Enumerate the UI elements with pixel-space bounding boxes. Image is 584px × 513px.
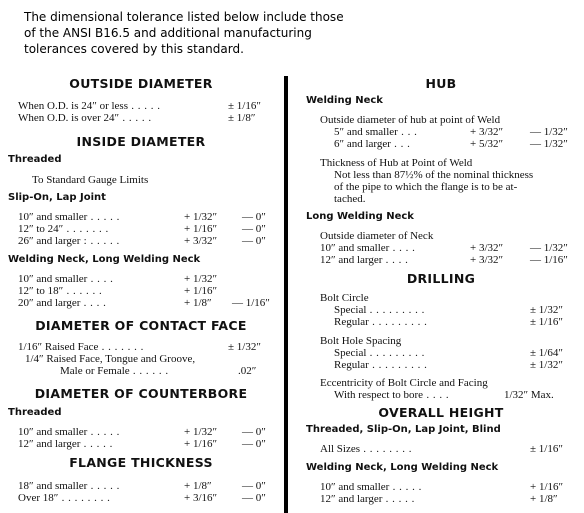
eccentricity-title: Eccentricity of Bolt Circle and Facing xyxy=(320,377,488,389)
tolerance-minus: — 0″ xyxy=(242,426,266,438)
tolerance-minus: — 0″ xyxy=(242,235,266,247)
spec-label: 10″ and smaller xyxy=(18,211,88,223)
counterbore-heading: DIAMETER OF COUNTERBORE xyxy=(34,386,248,401)
spec-row xyxy=(18,211,274,223)
spec-label: With respect to bore xyxy=(334,389,424,401)
spec-row xyxy=(334,359,576,371)
welding-neck-subheading: Welding Neck xyxy=(306,95,383,106)
tolerance-plus: + 1/32″ xyxy=(184,426,218,438)
leader-dots: . . . . . . . . . xyxy=(366,304,425,316)
spec-label: 5″ and smaller xyxy=(334,126,398,138)
spec-label: 18″ and smaller xyxy=(18,480,88,492)
spec-row xyxy=(334,138,576,150)
tolerance-value: ± 1/32″ xyxy=(530,304,563,316)
tolerance-plus: + 3/32″ xyxy=(470,126,504,138)
leader-dots: . . . . . . . . . xyxy=(368,359,428,371)
spec-label: Regular xyxy=(334,316,369,328)
spec-label: 12″ and larger xyxy=(320,254,383,266)
tolerance-value: ± 1/32″ xyxy=(228,341,261,353)
hub-thickness-text: Not less than 87½% of the nominal thickness xyxy=(334,169,534,181)
tolerance-value: + 1/8″ xyxy=(530,493,558,505)
threaded-subheading: Threaded xyxy=(8,407,62,418)
spec-row xyxy=(18,112,274,124)
hub-thickness-text: tached. xyxy=(334,193,366,205)
spec-row xyxy=(334,316,576,328)
tolerance-value: ± 1/16″ xyxy=(228,100,261,112)
inside-diameter-heading: INSIDE DIAMETER xyxy=(76,134,206,149)
spec-row xyxy=(320,242,576,254)
spec-label: When O.D. is over 24″ xyxy=(18,112,120,124)
leader-dots: . . . . xyxy=(80,297,107,309)
spec-label: 10″ and smaller xyxy=(18,273,88,285)
leader-dots: . . . . xyxy=(423,389,450,401)
tolerance-plus: + 1/8″ xyxy=(184,480,212,492)
tolerance-minus: — 1/32″ xyxy=(530,138,568,150)
spec-row xyxy=(18,285,274,297)
tolerance-plus: + 1/16″ xyxy=(184,223,218,235)
tolerance-plus: + 3/32″ xyxy=(470,254,504,266)
spec-label: 10″ and smaller xyxy=(320,242,390,254)
overall-height-heading: OVERALL HEIGHT xyxy=(378,405,504,420)
leader-dots: . . . . . . . . xyxy=(360,443,413,455)
intro-line: of the ANSI B16.5 and additional manufacturing xyxy=(24,26,312,40)
welding-neck-subheading: Welding Neck, Long Welding Neck xyxy=(306,462,499,473)
leader-dots: . . . . . xyxy=(87,211,120,223)
spec-label: 1/4″ Raised Face, Tongue and Groove, xyxy=(25,353,196,365)
spec-row xyxy=(18,492,274,504)
spec-row xyxy=(18,235,274,247)
spec-label: 12″ and larger xyxy=(18,438,81,450)
tolerance-value: .02″ xyxy=(238,365,257,377)
tolerance-minus: — 1/32″ xyxy=(530,126,568,138)
flange-thickness-heading: FLANGE THICKNESS xyxy=(69,455,213,470)
spec-label: 12″ and larger xyxy=(320,493,383,505)
spec-label: Over 18″ xyxy=(18,492,59,504)
leader-dots: . . . . . . xyxy=(129,365,169,377)
tolerance-minus: — 1/16″ xyxy=(530,254,568,266)
slip-on-subheading: Slip-On, Lap Joint xyxy=(8,192,106,203)
spec-label: When O.D. is 24″ or less xyxy=(18,100,128,112)
spec-row xyxy=(320,493,576,505)
bolt-circle-title: Bolt Circle xyxy=(320,292,369,304)
neck-od-title: Outside diameter of Neck xyxy=(320,230,434,242)
leader-dots: . . . xyxy=(397,126,418,138)
leader-dots: . . . . . . xyxy=(63,285,103,297)
spec-row xyxy=(334,347,576,359)
spec-label: 12″ to 18″ xyxy=(18,285,64,297)
spec-label: Special xyxy=(334,304,367,316)
threaded-text: To Standard Gauge Limits xyxy=(32,174,149,186)
spec-row xyxy=(18,426,274,438)
leader-dots: . . . . xyxy=(382,254,409,266)
spec-label: 12″ to 24″ xyxy=(18,223,64,235)
leader-dots: . . . . . . . . . xyxy=(368,316,428,328)
spec-row xyxy=(18,438,274,450)
tolerance-minus: — 0″ xyxy=(242,480,266,492)
intro-line: The dimensional tolerance listed below include those xyxy=(24,10,344,24)
drilling-heading: DRILLING xyxy=(406,271,476,286)
tolerance-plus: + 5/32″ xyxy=(470,138,504,150)
tolerance-minus: — 0″ xyxy=(242,438,266,450)
spec-row xyxy=(320,443,576,455)
tolerance-minus: — 1/32″ xyxy=(530,242,568,254)
hub-thickness-title: Thickness of Hub at Point of Weld xyxy=(320,157,473,169)
leader-dots: . . . . . . . xyxy=(98,341,144,353)
spec-row xyxy=(18,480,274,492)
spec-row xyxy=(334,304,576,316)
spec-row xyxy=(320,481,576,493)
spec-label: Special xyxy=(334,347,367,359)
leader-dots: . . . . . xyxy=(127,100,161,112)
leader-dots: . . . . xyxy=(389,242,416,254)
leader-dots: . . . xyxy=(390,138,411,150)
tolerance-value: + 1/16″ xyxy=(530,481,564,493)
spec-row xyxy=(60,365,274,377)
spec-row xyxy=(334,126,576,138)
tolerance-value: ± 1/64″ xyxy=(530,347,563,359)
spec-label: 10″ and smaller xyxy=(320,481,390,493)
bolt-spacing-title: Bolt Hole Spacing xyxy=(320,335,402,347)
leader-dots: . . . . . xyxy=(87,480,120,492)
tolerance-value: ± 1/8″ xyxy=(228,112,256,124)
tolerance-minus: — 0″ xyxy=(242,223,266,235)
outside-diameter-heading: OUTSIDE DIAMETER xyxy=(69,76,213,91)
spec-row xyxy=(320,254,576,266)
hub-od-title: Outside diameter of hub at point of Weld xyxy=(320,114,501,126)
intro-line: tolerances covered by this standard. xyxy=(24,42,244,56)
tolerance-minus: — 1/16″ xyxy=(232,297,270,309)
spec-row xyxy=(18,223,274,235)
welding-neck-subheading: Welding Neck, Long Welding Neck xyxy=(8,254,201,265)
tolerance-plus: + 3/16″ xyxy=(184,492,218,504)
spec-row xyxy=(18,341,274,353)
tolerance-plus: + 1/16″ xyxy=(184,438,218,450)
leader-dots: . . . . xyxy=(87,273,114,285)
spec-row xyxy=(18,100,274,112)
leader-dots: . . . . . xyxy=(389,481,422,493)
threaded-slip-on-subheading: Threaded, Slip-On, Lap Joint, Blind xyxy=(306,424,501,435)
spec-label: 10″ and smaller xyxy=(18,426,88,438)
tolerance-value: ± 1/16″ xyxy=(530,316,563,328)
leader-dots: . . . . . xyxy=(382,493,415,505)
tolerance-plus: + 1/16″ xyxy=(184,285,218,297)
hub-thickness-text: of the pipe to which the flange is to be at- xyxy=(334,181,518,193)
leader-dots: : . . . . . xyxy=(80,235,120,247)
spec-row xyxy=(18,297,274,309)
long-welding-neck-subheading: Long Welding Neck xyxy=(306,211,414,222)
tolerance-plus: + 3/32″ xyxy=(184,235,218,247)
spec-row xyxy=(334,389,576,401)
spec-row xyxy=(18,273,274,285)
spec-label: 26″ and larger xyxy=(18,235,81,247)
leader-dots: . . . . . xyxy=(80,438,113,450)
leader-dots: . . . . . . . . . xyxy=(366,347,425,359)
spec-label: Male or Female xyxy=(60,365,130,377)
leader-dots: . . . . . xyxy=(119,112,152,124)
spec-label: 20″ and larger xyxy=(18,297,81,309)
spec-label: 6″ and larger xyxy=(334,138,391,150)
spec-label: All Sizes xyxy=(320,443,361,455)
tolerance-plus: + 3/32″ xyxy=(470,242,504,254)
tolerance-value: ± 1/16″ xyxy=(530,443,563,455)
tolerance-plus: + 1/32″ xyxy=(184,273,218,285)
tolerance-plus: + 1/32″ xyxy=(184,211,218,223)
spec-label: Regular xyxy=(334,359,369,371)
contact-face-heading: DIAMETER OF CONTACT FACE xyxy=(35,318,247,333)
tolerance-minus: — 0″ xyxy=(242,492,266,504)
tolerance-value: ± 1/32″ xyxy=(530,359,563,371)
leader-dots: . . . . . xyxy=(87,426,120,438)
tolerance-plus: + 1/8″ xyxy=(184,297,212,309)
tolerance-minus: — 0″ xyxy=(242,211,266,223)
threaded-subheading: Threaded xyxy=(8,154,62,165)
intro-note xyxy=(24,9,384,57)
tolerance-value: 1/32″ Max. xyxy=(504,389,554,401)
hub-heading: HUB xyxy=(425,76,457,91)
spec-label: 1/16″ Raised Face xyxy=(18,341,99,353)
leader-dots: . . . . . . . . xyxy=(58,492,111,504)
leader-dots: . . . . . . . xyxy=(63,223,109,235)
column-divider xyxy=(284,76,288,513)
